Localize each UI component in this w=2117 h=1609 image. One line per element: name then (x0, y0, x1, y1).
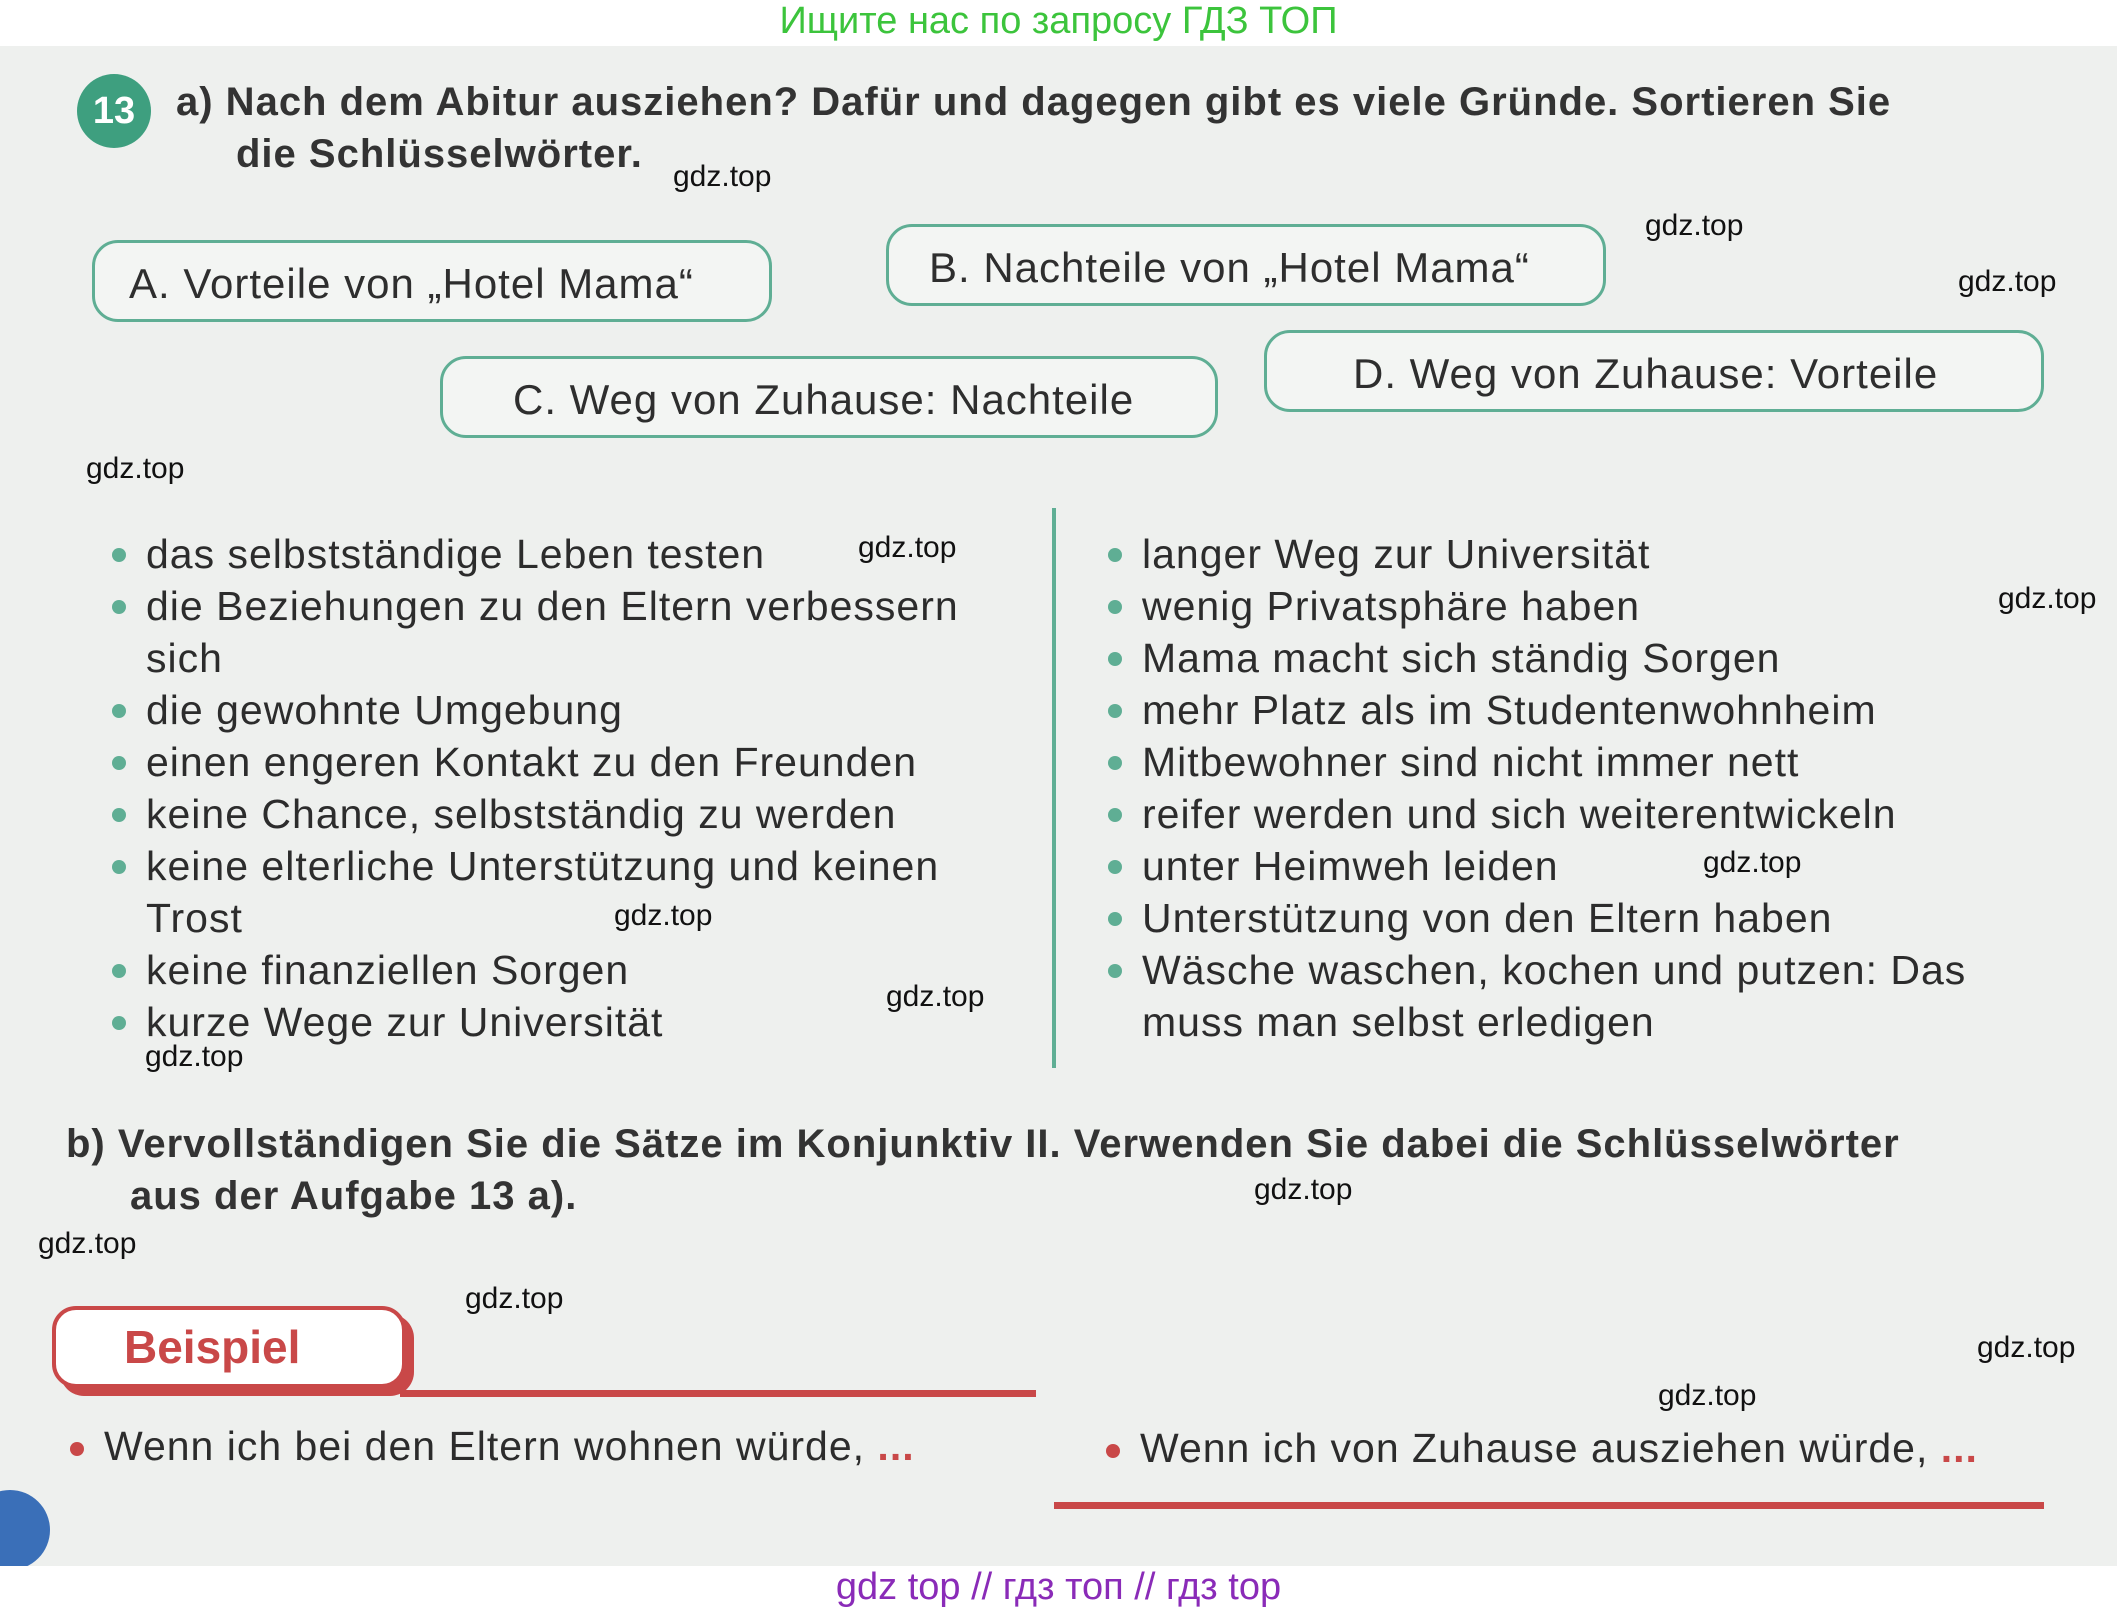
keyword-item: das selbstständige Leben testen (106, 528, 1026, 580)
task-a-line1: a) Nach dem Abitur ausziehen? Dafür und dagegen gibt es viele Gründe. Sortieren Sie (176, 80, 1892, 124)
watermark: gdz.top (145, 1040, 244, 1073)
watermark: gdz.top (673, 160, 772, 193)
watermark: gdz.top (1645, 209, 1744, 242)
keyword-item: die gewohnte Umgebung (106, 684, 1026, 736)
watermark: gdz.top (38, 1227, 137, 1260)
category-b: B. Nachteile von „Hotel Mama“ (886, 224, 1606, 306)
keywords-right-column (1102, 528, 2062, 1048)
watermark: gdz.top (86, 452, 185, 485)
task-a-instruction (176, 76, 2056, 180)
watermark: gdz.top (465, 1282, 564, 1315)
keyword-item: Mitbewohner sind nicht immer nett (1102, 736, 2062, 788)
textbook-page (0, 46, 2117, 1566)
watermark: gdz.top (886, 980, 985, 1013)
task-a-line2: die Schlüsselwörter. (236, 132, 643, 176)
watermark: gdz.top (1658, 1379, 1757, 1412)
keyword-item: einen engeren Kontakt zu den Freunden (106, 736, 1026, 788)
sentence-ellipsis: ... (1940, 1425, 1978, 1471)
watermark: gdz.top (1703, 846, 1802, 879)
task-b-line1: b) Vervollständigen Sie die Sätze im Konjunktiv II. Verwenden Sie dabei die Schlüsselwörter (66, 1122, 1900, 1166)
example-sentence-2 (1106, 1422, 1978, 1474)
watermark: gdz.top (1977, 1331, 2076, 1364)
keywords-left-column (106, 528, 1026, 1048)
keyword-item: keine elterliche Unterstützung und keinen Trost (106, 840, 1026, 944)
keyword-item: keine Chance, selbstständig zu werden (106, 788, 1026, 840)
bullet-dot (1106, 1444, 1120, 1458)
sentence-text: Wenn ich von Zuhause ausziehen würde, (1140, 1425, 1941, 1471)
keyword-item: wenig Privatsphäre haben (1102, 580, 2062, 632)
bullet-dot (70, 1442, 84, 1456)
keyword-item: Mama macht sich ständig Sorgen (1102, 632, 2062, 684)
keyword-item: Wäsche waschen, kochen und putzen: Das muss man selbst erledigen (1102, 944, 2062, 1048)
keyword-item: reifer werden und sich weiterentwickeln (1102, 788, 2062, 840)
task-number-badge: 13 (77, 74, 151, 148)
example-label: Beispiel (52, 1306, 406, 1388)
category-d: D. Weg von Zuhause: Vorteile (1264, 330, 2044, 412)
sentence-underline (1054, 1502, 2044, 1509)
category-a: A. Vorteile von „Hotel Mama“ (92, 240, 772, 322)
example-underline (400, 1390, 1036, 1397)
keyword-item: langer Weg zur Universität (1102, 528, 2062, 580)
keyword-item: mehr Platz als im Studentenwohnheim (1102, 684, 2062, 736)
column-divider (1052, 508, 1056, 1068)
category-c: C. Weg von Zuhause: Nachteile (440, 356, 1218, 438)
task-b-line2: aus der Aufgabe 13 a). (130, 1174, 578, 1218)
task-b-instruction (66, 1118, 2056, 1222)
watermark: gdz.top (1998, 582, 2097, 615)
bottom-banner[interactable]: gdz top // гдз топ // гдз top (0, 1566, 2117, 1609)
watermark: gdz.top (858, 531, 957, 564)
sentence-ellipsis: ... (877, 1423, 915, 1469)
watermark: gdz.top (1958, 265, 2057, 298)
keyword-item: keine finanziellen Sorgen (106, 944, 1026, 996)
keyword-item: unter Heimweh leiden (1102, 840, 2062, 892)
top-banner[interactable]: Ищите нас по запросу ГДЗ ТОП (0, 0, 2117, 46)
keyword-item: die Beziehungen zu den Eltern verbessern sich (106, 580, 1026, 684)
keyword-item: kurze Wege zur Universität (106, 996, 1026, 1048)
watermark: gdz.top (1254, 1173, 1353, 1206)
keyword-item: Unterstützung von den Eltern haben (1102, 892, 2062, 944)
watermark: gdz.top (614, 899, 713, 932)
decorative-circle-icon (0, 1490, 50, 1570)
example-sentence-1 (70, 1420, 915, 1472)
sentence-text: Wenn ich bei den Eltern wohnen würde, (104, 1423, 878, 1469)
